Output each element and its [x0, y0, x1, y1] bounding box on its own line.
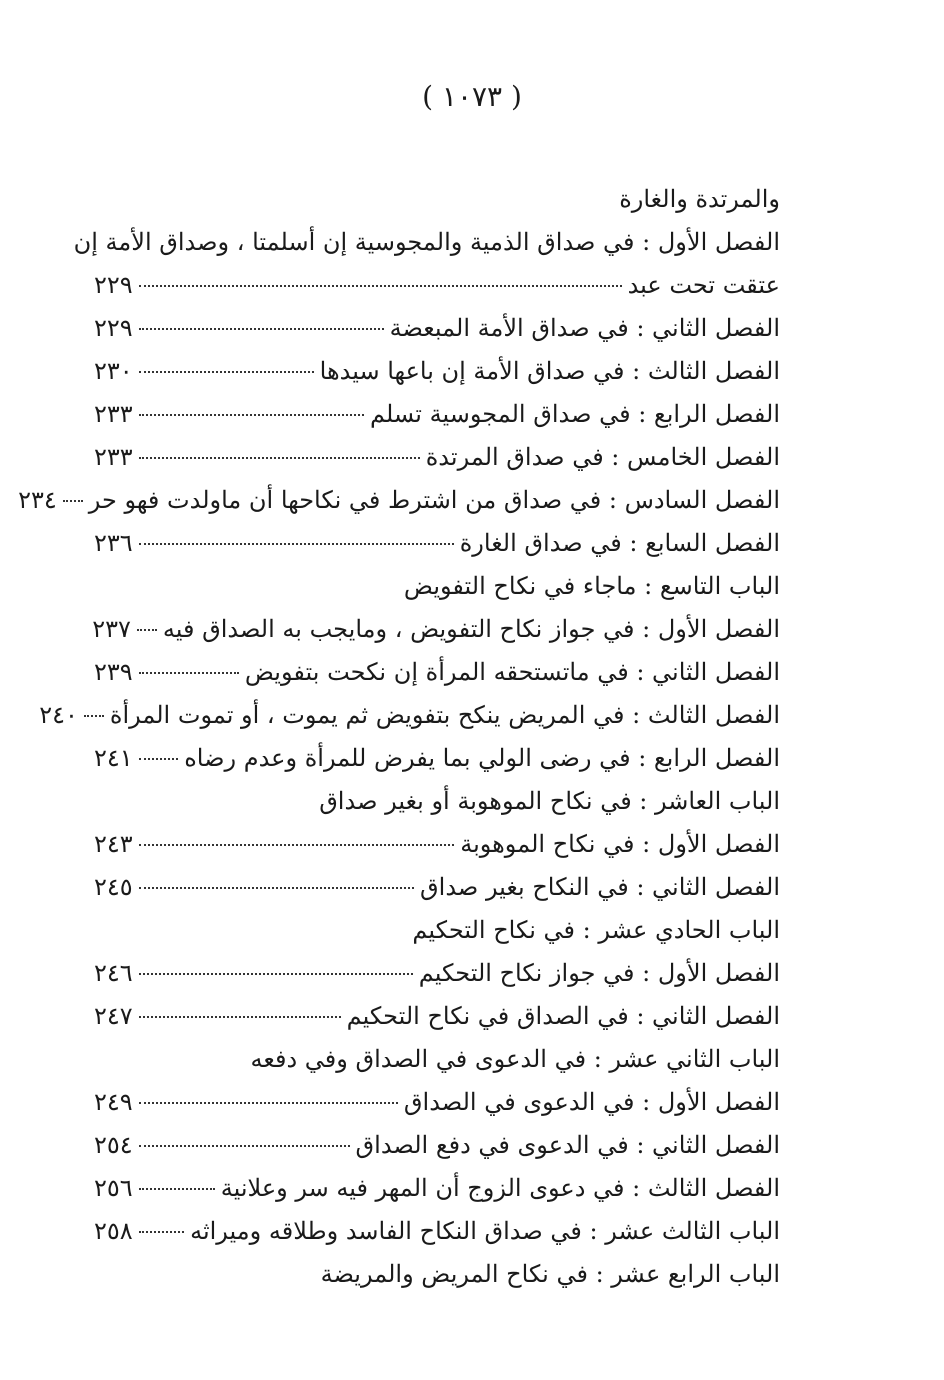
toc-entry [94, 608, 780, 651]
toc-entry [94, 178, 780, 221]
toc-entry [94, 522, 780, 565]
toc-chapter-heading [94, 565, 780, 608]
toc-entry-title: الباب العاشر : في نكاح الموهوبة أو بغير صداق [319, 787, 780, 815]
toc-entry [94, 436, 780, 479]
toc-entry-title: الفصل الثالث : في دعوى الزوج أن المهر فيه سر وعلانية [220, 1174, 780, 1202]
toc-entry [94, 1124, 780, 1167]
toc-entry-title: عتقت تحت عبد [627, 271, 780, 299]
toc-entry-page: ٢٥٦ [94, 1174, 133, 1202]
toc-entry-page: ٢٥٤ [94, 1131, 133, 1159]
toc-entry [94, 952, 780, 995]
toc-entry-title: الفصل الرابع : في رضى الولي بما يفرض للمرأة وعدم رضاه [184, 744, 780, 772]
toc-chapter-heading [94, 1253, 780, 1296]
toc-entry-page: ٢٤٩ [94, 1088, 133, 1116]
toc-entry-title: الفصل الثاني : في ماتستحقه المرأة إن نكحت بتفويض [244, 658, 780, 686]
toc-entry-title: الفصل الثاني : في النكاح بغير صداق [420, 873, 780, 901]
table-of-contents [18, 178, 780, 1296]
toc-chapter-heading [94, 780, 780, 823]
toc-entry-page: ٢٣٦ [94, 529, 133, 557]
toc-entry [94, 995, 780, 1038]
toc-entry-page: ٢٤١ [94, 744, 133, 772]
toc-entry-title: الفصل الثالث : في صداق الأمة إن باعها سيدها [319, 357, 780, 385]
toc-entry-title: الفصل الرابع : في صداق المجوسية تسلم [369, 400, 780, 428]
toc-entry-page: ٢٣٣ [94, 400, 133, 428]
dot-leader [139, 887, 414, 889]
toc-entry [94, 393, 780, 436]
toc-entry-page: ٢٤٥ [94, 873, 133, 901]
toc-entry [94, 350, 780, 393]
toc-entry-title: الباب الثالث عشر : في صداق النكاح الفاسد وطلاقه وميراثه [190, 1217, 780, 1245]
toc-entry [39, 694, 780, 737]
dot-leader [139, 543, 454, 545]
dot-leader [139, 1231, 184, 1233]
dot-leader [139, 414, 364, 416]
dot-leader [139, 1016, 341, 1018]
toc-entry [94, 264, 780, 307]
toc-entry-page: ٢٢٩ [94, 314, 133, 342]
toc-entry [94, 651, 780, 694]
toc-entry-title: الباب الحادي عشر : في نكاح التحكيم [412, 916, 780, 944]
toc-entry-title: الباب التاسع : ماجاء في نكاح التفويض [403, 572, 780, 600]
toc-entry-title: الفصل الأول : في نكاح الموهوبة [460, 830, 780, 858]
dot-leader [139, 457, 420, 459]
dot-leader [63, 500, 83, 502]
toc-entry [94, 1167, 780, 1210]
toc-entry [94, 866, 780, 909]
dot-leader [139, 328, 384, 330]
dot-leader [137, 629, 157, 631]
dot-leader [139, 285, 622, 287]
toc-entry-title: الفصل الخامس : في صداق المرتدة [425, 443, 780, 471]
toc-entry-page: ٢٤٣ [94, 830, 133, 858]
toc-entry-title: الباب الرابع عشر : في نكاح المريض والمريضة [320, 1260, 780, 1288]
toc-entry-title: الفصل الثاني : في الدعوى في دفع الصداق [355, 1131, 780, 1159]
toc-entry-page: ٢٣٤ [18, 486, 57, 514]
toc-entry-page: ٢٣٧ [92, 615, 131, 643]
toc-entry-page: ٢٥٨ [94, 1217, 133, 1245]
toc-entry [94, 307, 780, 350]
toc-entry-page: ٢٤٦ [94, 959, 133, 987]
dot-leader [139, 1188, 215, 1190]
toc-entry [94, 1210, 780, 1253]
toc-entry [18, 479, 780, 522]
toc-entry-page: ٢٣٣ [94, 443, 133, 471]
toc-entry-page: ٢٤٧ [94, 1002, 133, 1030]
toc-entry-title: والمرتدة والغارة [619, 185, 780, 213]
dot-leader [139, 371, 314, 373]
toc-entry-page: ٢٣٩ [94, 658, 133, 686]
toc-entry-title: الفصل الثاني : في الصداق في نكاح التحكيم [346, 1002, 780, 1030]
toc-entry-page: ٢٢٩ [94, 271, 133, 299]
toc-entry-title: الفصل الثالث : في المريض ينكح بتفويض ثم يموت ، أو تموت المرأة [109, 701, 780, 729]
dot-leader [139, 1145, 350, 1147]
toc-entry-title: الفصل السادس : في صداق من اشترط في نكاحها أن ماولدت فهو حر [88, 486, 780, 514]
dot-leader [84, 715, 104, 717]
toc-entry-page: ٢٣٠ [94, 357, 133, 385]
toc-entry-page: ٢٤٠ [39, 701, 78, 729]
toc-entry [73, 221, 780, 264]
page-number: ( ١٠٧٣ ) [422, 80, 522, 113]
toc-entry-title: الفصل الأول : في جواز نكاح التحكيم [418, 959, 780, 987]
dot-leader [139, 672, 239, 674]
dot-leader [139, 844, 455, 846]
toc-entry-title: الفصل السابع : في صداق الغارة [459, 529, 780, 557]
toc-entry-title: الفصل الأول : في الدعوى في الصداق [403, 1088, 780, 1116]
toc-entry [94, 823, 780, 866]
toc-entry-title: الباب الثاني عشر : في الدعوى في الصداق وفي دفعه [250, 1045, 780, 1073]
dot-leader [139, 758, 179, 760]
toc-entry [94, 1081, 780, 1124]
toc-entry-title: الفصل الأول : في جواز نكاح التفويض ، ومايجب به الصداق فيه [162, 615, 780, 643]
dot-leader [139, 973, 413, 975]
toc-entry-title: الفصل الأول : في صداق الذمية والمجوسية إن أسلمتا ، وصداق الأمة إن [73, 228, 780, 256]
dot-leader [139, 1102, 398, 1104]
toc-chapter-heading [94, 909, 780, 952]
toc-entry [94, 737, 780, 780]
toc-chapter-heading [94, 1038, 780, 1081]
toc-entry-title: الفصل الثاني : في صداق الأمة المبعضة [389, 314, 780, 342]
